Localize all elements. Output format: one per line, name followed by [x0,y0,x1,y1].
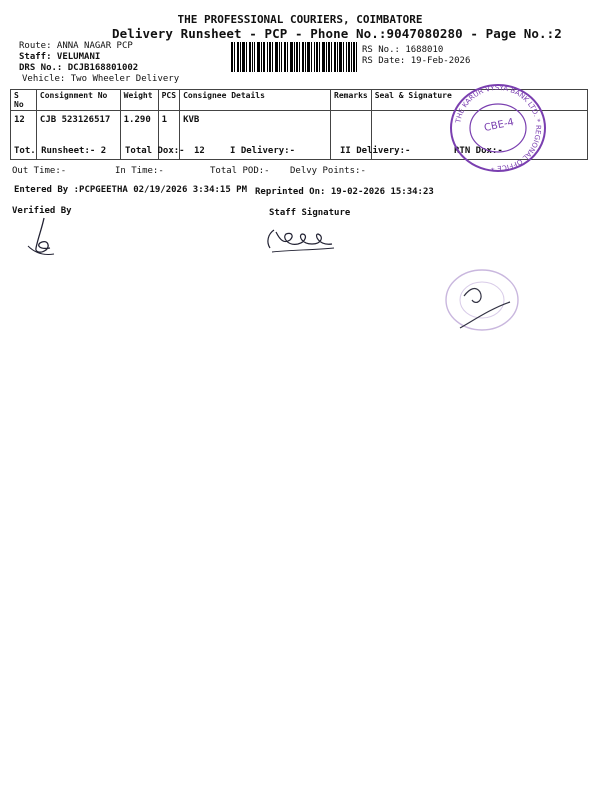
cell-weight: 1.290 [120,111,158,160]
staff-signature-image [262,226,344,256]
total-dox-label: Total Dox:- [125,146,185,156]
col-header-weight: Weight [120,90,158,111]
col-header-consignment: Consignment No [36,90,120,111]
svg-text:THE KARUR VYSYA BANK LTD. * RE: THE KARUR VYSYA BANK LTD. * REGIONAL OFFICE * [454,83,543,173]
cell-sno: 12 [11,111,37,160]
total-pod-label: Total POD:- [210,166,270,176]
total-dox-value: 12 [194,146,205,156]
rs-date-text: RS Date: 19-Feb-2026 [362,56,471,66]
faded-stamp-signature-image [440,268,522,336]
verified-signature-image [20,216,70,258]
cell-pcs: 1 [158,111,179,160]
cell-consignment: CJB 523126517 [36,111,120,160]
stamp-center-text: CBE-4 [483,116,515,135]
verified-by-label: Verified By [12,206,72,216]
staff-signature-label: Staff Signature [269,208,351,218]
col-header-seal: Seal & Signature [371,90,587,111]
reprinted-text: Reprinted On: 19-02-2026 15:34:23 [255,187,434,197]
cell-consignee: KVB [180,111,331,160]
ii-delivery-label: II Delivery:- [340,146,411,156]
col-header-sno: S No [11,90,37,111]
tot-runsheet-text: Tot. Runsheet:- 2 [14,146,107,156]
barcode-image [231,42,357,72]
rs-no-text: RS No.: 1688010 [362,45,444,55]
in-time-label: In Time:- [115,166,164,176]
col-header-remarks: Remarks [331,90,372,111]
staff-text: Staff: VELUMANI [19,52,101,62]
col-header-pcs: PCS [158,90,179,111]
out-time-label: Out Time:- [12,166,67,176]
delvy-points-label: Delvy Points:- [290,166,366,176]
i-delivery-label: I Delivery:- [230,146,296,156]
company-name: THE PROFESSIONAL COURIERS, COIMBATORE [177,13,423,26]
col-header-consignee: Consignee Details [180,90,331,111]
drs-no-text: DRS No.: DCJB168801002 [19,63,139,73]
page-title: Delivery Runsheet - PCP - Phone No.:9047080280 - Page No.:2 [112,26,562,41]
entered-by-text: Entered By :PCPGEETHA 02/19/2026 3:34:15 PM [14,185,247,195]
vehicle-text: Vehicle: Two Wheeler Delivery [22,74,180,84]
rtn-dox-label: RTN Dox:- [454,146,503,156]
route-text: Route: ANNA NAGAR PCP [19,41,133,51]
